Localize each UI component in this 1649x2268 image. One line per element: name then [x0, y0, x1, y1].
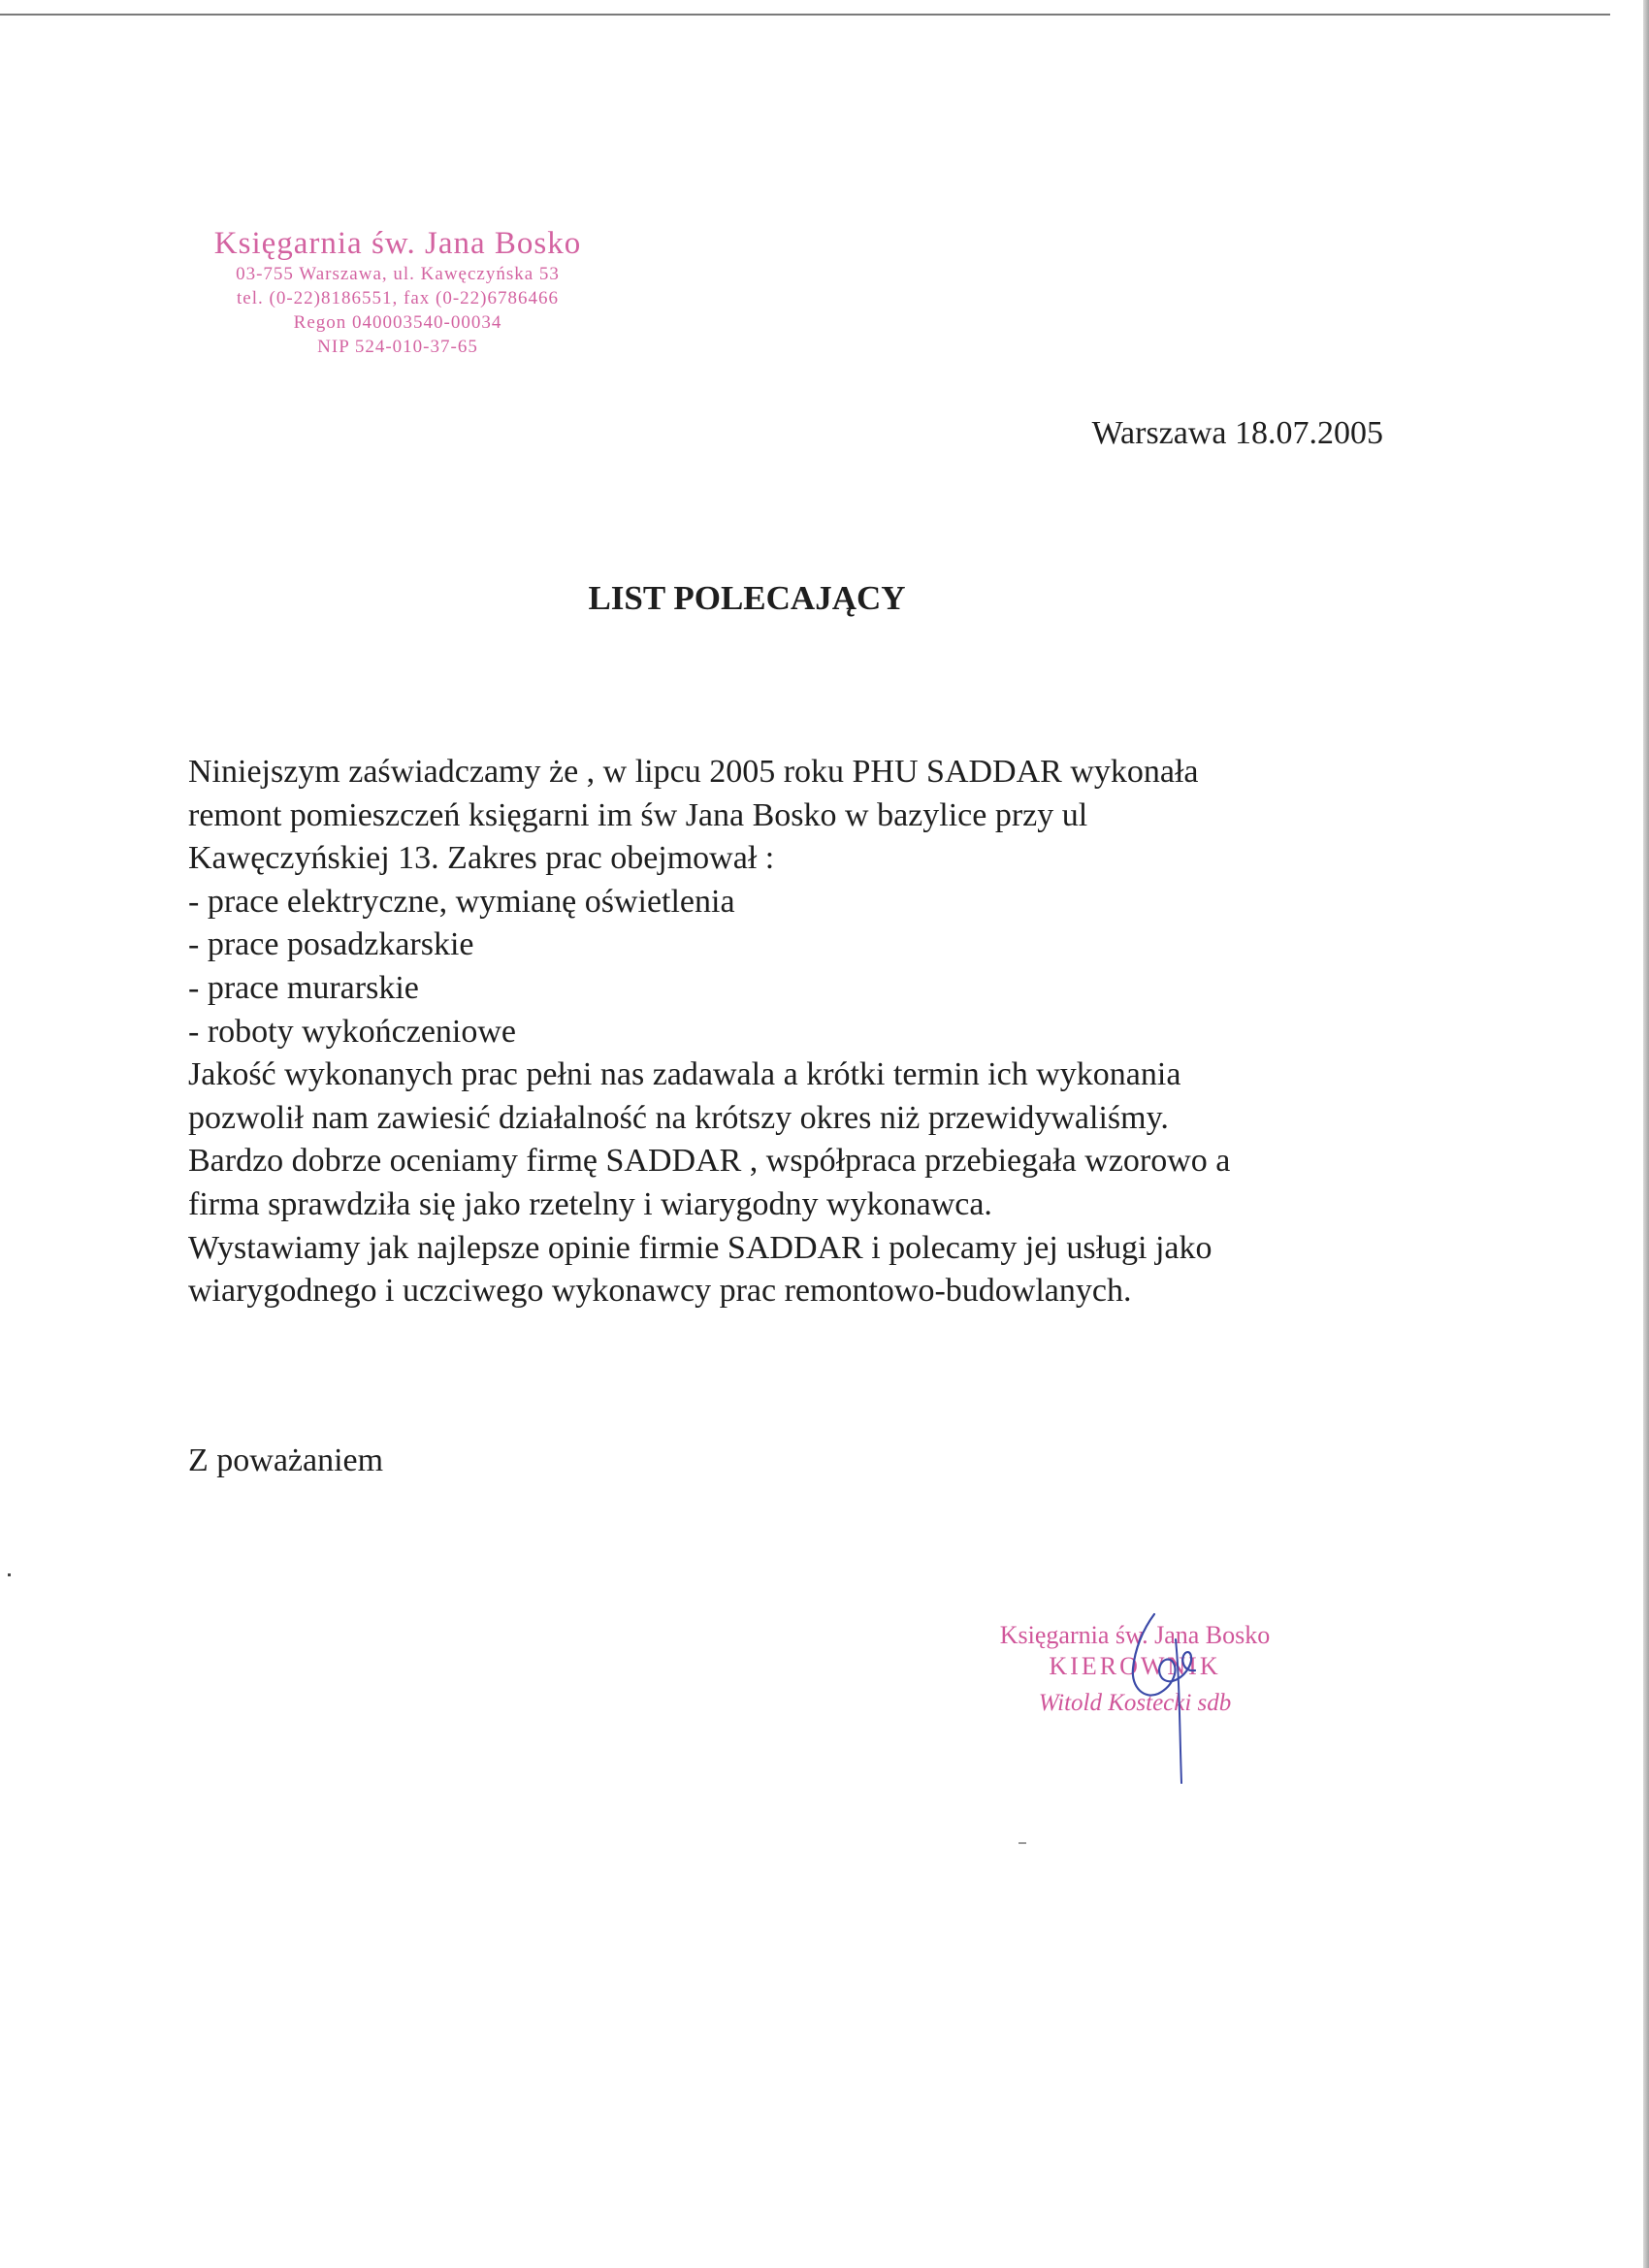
- body-line: Jakość wykonanych prac pełni nas zadawala a krótki termin ich wykonania: [188, 1056, 1181, 1093]
- body-line: pozwolił nam zawiesić działalność na krótszy okres niż przewidywaliśmy.: [188, 1099, 1169, 1136]
- header-stamp: [194, 225, 601, 359]
- body-line: - prace posadzkarskie: [188, 926, 474, 963]
- stamp-phone: tel. (0-22)8186551, fax (0-22)6786466: [237, 288, 559, 308]
- stamp-address: 03-755 Warszawa, ul. Kawęczyńska 53: [236, 264, 560, 284]
- body-line: - prace murarskie: [188, 969, 419, 1006]
- body-line: Kawęczyńskiej 13. Zakres prac obejmował :: [188, 840, 775, 877]
- body-line: - roboty wykończeniowe: [188, 1013, 517, 1050]
- body-line: Bardzo dobrze oceniamy firmę SADDAR , współpraca przebiegała wzorowo a: [188, 1143, 1231, 1180]
- stamp-company-name: Księgarnia św. Jana Bosko: [213, 226, 582, 261]
- letter-date: Warszawa 18.07.2005: [1091, 415, 1383, 451]
- signature-stamp-person: Witold Kostecki sdb: [1038, 1690, 1232, 1716]
- letter-title: LIST POLECAJĄCY: [588, 579, 906, 617]
- stamp-regon: Regon 040003540-00034: [293, 312, 502, 333]
- body-line: wiarygodnego i uczciwego wykonawcy prac remontowo-budowlanych.: [188, 1273, 1132, 1310]
- body-line: Niniejszym zaświadczamy że , w lipcu 2005 roku PHU SADDAR wykonała: [188, 754, 1199, 790]
- stamp-nip: NIP 524-010-37-65: [317, 337, 478, 357]
- closing-salutation: Z poważaniem: [188, 1442, 384, 1478]
- signature-stamp-title: KIEROWNIK: [1049, 1652, 1221, 1680]
- body-line: Wystawiamy jak najlepsze opinie firmie SADDAR i polecamy jej usługi jako: [188, 1229, 1212, 1266]
- body-line: firma sprawdziła się jako rzetelny i wiarygodny wykonawca.: [188, 1185, 992, 1222]
- handwritten-signature: [1086, 1610, 1203, 1785]
- scan-speck: [8, 1573, 11, 1576]
- scan-speck: [1018, 1842, 1026, 1844]
- scan-edge-shadow: [1643, 0, 1649, 2268]
- body-line: - prace elektryczne, wymianę oświetlenia: [188, 883, 735, 920]
- scan-border-line: [0, 14, 1610, 16]
- letter-body: [188, 751, 1410, 1313]
- body-line: remont pomieszczeń księgarni im św Jana Bosko w bazylice przy ul: [188, 796, 1088, 833]
- signature-stamp-name: Księgarnia św. Jana Bosko: [999, 1621, 1271, 1649]
